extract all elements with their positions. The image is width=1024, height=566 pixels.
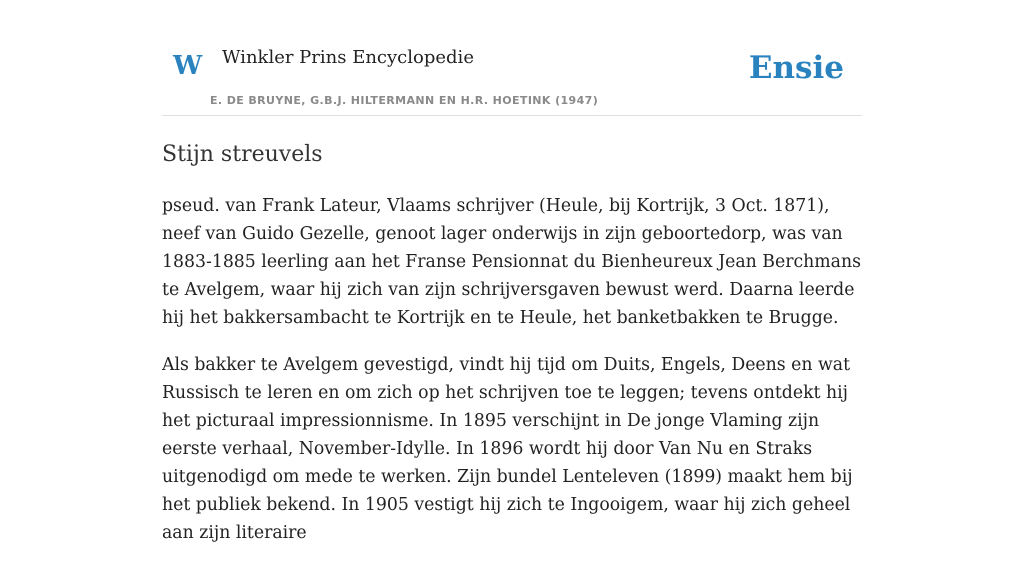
article-body	[162, 192, 862, 566]
article-title: Stijn streuvels	[162, 142, 323, 167]
publication-title[interactable]: Winkler Prins Encyclopedie	[222, 47, 474, 68]
publication-authors: E. DE BRUYNE, G.B.J. HILTERMANN EN H.R. HOETINK (1947)	[210, 94, 599, 107]
article-paragraph-2: Als bakker te Avelgem gevestigd, vindt hij tijd om Duits, Engels, Deens en wat Russisch te leren en om zich op het schrijven toe te leggen; tevens ontdekt hij het picturaal impressionnisme. In 1895 verschijnt in De jonge Vlaming zijn eerste verhaal, November-Idylle. In 1896 wordt hij door Van Nu en Straks uitgenodigd om mede te werken. Zijn bundel Lenteleven (1899) maakt hem bij het publiek bekend. In 1905 vestigt hij zich te Ingooigem, waar hij zich geheel aan zijn literaire	[162, 355, 853, 543]
ensie-brand-logo[interactable]: Ensie	[748, 50, 844, 86]
header-divider	[162, 115, 862, 116]
article-paragraph-1: pseud. van Frank Lateur, Vlaams schrijver (Heule, bij Kortrijk, 3 Oct. 1871), neef van Guido Gezelle, genoot lager onderwijs in zijn geboortedorp, was van 1883-1885 leerling aan het Franse Pensionnat du Bienheureux Jean Berchmans te Avelgem, waar hij zich van zijn schrijversgaven bewust werd. Daarna leerde hij het bakkersambacht te Kortrijk en te Heule, het banketbakken te Brugge.	[162, 196, 861, 328]
encyclopedia-logo-icon: W	[173, 51, 203, 81]
